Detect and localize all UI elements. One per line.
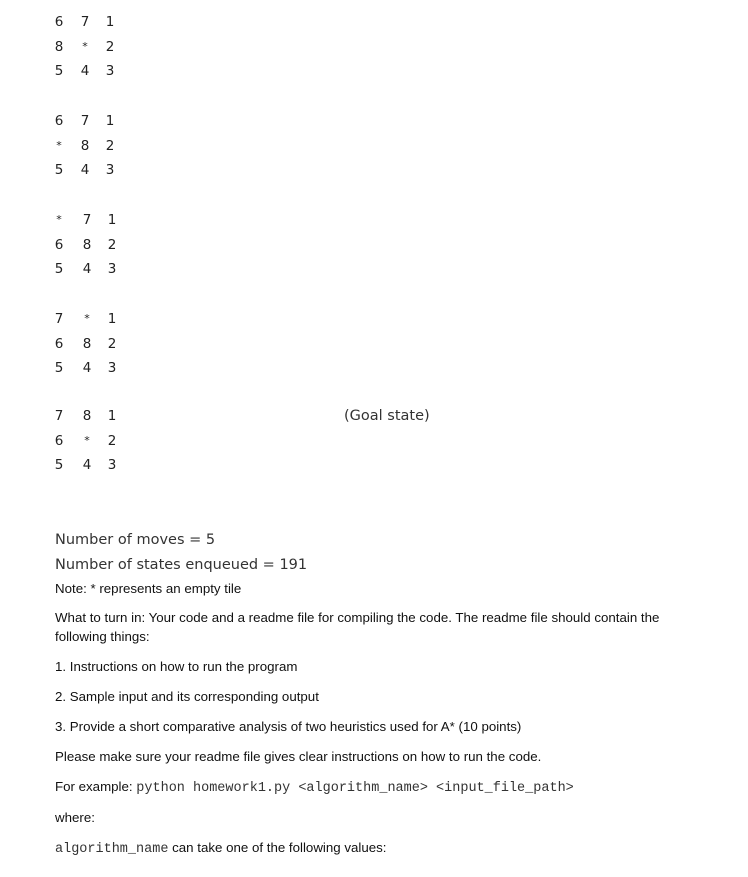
tile: 6 <box>54 335 64 352</box>
tile: 8 <box>82 408 92 424</box>
algorithm-name-code: algorithm_name <box>55 842 169 857</box>
tile: 6 <box>54 14 64 30</box>
tile: 5 <box>54 63 64 79</box>
empty-tile: * <box>82 39 88 53</box>
tile: 2 <box>105 38 115 55</box>
tile: 3 <box>105 63 115 79</box>
tile: 8 <box>82 335 92 352</box>
example-line <box>55 777 695 798</box>
list-item-3: 3. Provide a short comparative analysis of two heuristics used for A* (10 points) <box>55 719 522 734</box>
tile: 7 <box>82 212 92 228</box>
states-enqueued: Number of states enqueued = 191 <box>55 557 308 573</box>
tile: 5 <box>54 457 64 473</box>
moves-count: Number of moves = 5 <box>55 532 216 548</box>
list-item-2: 2. Sample input and its corresponding output <box>55 689 319 704</box>
tile: 7 <box>54 408 64 424</box>
list-item-1: 1. Instructions on how to run the program <box>55 659 298 674</box>
tile: 8 <box>82 236 92 253</box>
tile: 1 <box>105 14 115 30</box>
tile: 1 <box>107 408 117 424</box>
example-label: For example: <box>55 779 133 794</box>
tile: 2 <box>107 236 117 253</box>
tile: 2 <box>105 137 115 154</box>
empty-tile: * <box>84 312 90 325</box>
tile: 1 <box>107 311 117 327</box>
instructions-note: Please make sure your readme file gives clear instructions on how to run the code. <box>55 749 542 764</box>
algorithm-desc: can take one of the following values: <box>172 840 387 855</box>
tile: 6 <box>54 236 64 253</box>
tile: 8 <box>80 137 90 154</box>
turn-in-paragraph: What to turn in: Your code and a readme file for compiling the code. The readme file should contain the following things: <box>55 610 660 644</box>
empty-tile: * <box>84 433 90 447</box>
tile: 7 <box>54 311 64 327</box>
tile: 5 <box>54 360 64 376</box>
tile: 4 <box>80 162 90 178</box>
tile: 2 <box>107 335 117 352</box>
tile: 8 <box>54 38 64 55</box>
tile: 1 <box>105 113 115 129</box>
tile: 6 <box>54 432 64 449</box>
tile: 1 <box>107 212 117 228</box>
goal-state-label: (Goal state) <box>344 408 430 424</box>
tile: 7 <box>80 113 90 129</box>
tile: 3 <box>107 457 117 473</box>
tile: 2 <box>107 432 117 449</box>
tile: 4 <box>82 360 92 376</box>
tile: 3 <box>105 162 115 178</box>
tile: 6 <box>54 113 64 129</box>
tile: 5 <box>54 261 64 277</box>
note-text: Note: * represents an empty tile <box>55 581 242 596</box>
tile: 4 <box>80 63 90 79</box>
tile: 5 <box>54 162 64 178</box>
tile: 4 <box>82 457 92 473</box>
tile: 4 <box>82 261 92 277</box>
empty-tile: * <box>56 213 62 226</box>
algorithm-line <box>55 838 695 859</box>
empty-tile: * <box>56 138 62 152</box>
tile: 3 <box>107 360 117 376</box>
example-command: python homework1.py <algorithm_name> <input_file_path> <box>136 781 574 796</box>
where-label: where: <box>55 810 95 825</box>
tile: 7 <box>80 14 90 30</box>
tile: 3 <box>107 261 117 277</box>
